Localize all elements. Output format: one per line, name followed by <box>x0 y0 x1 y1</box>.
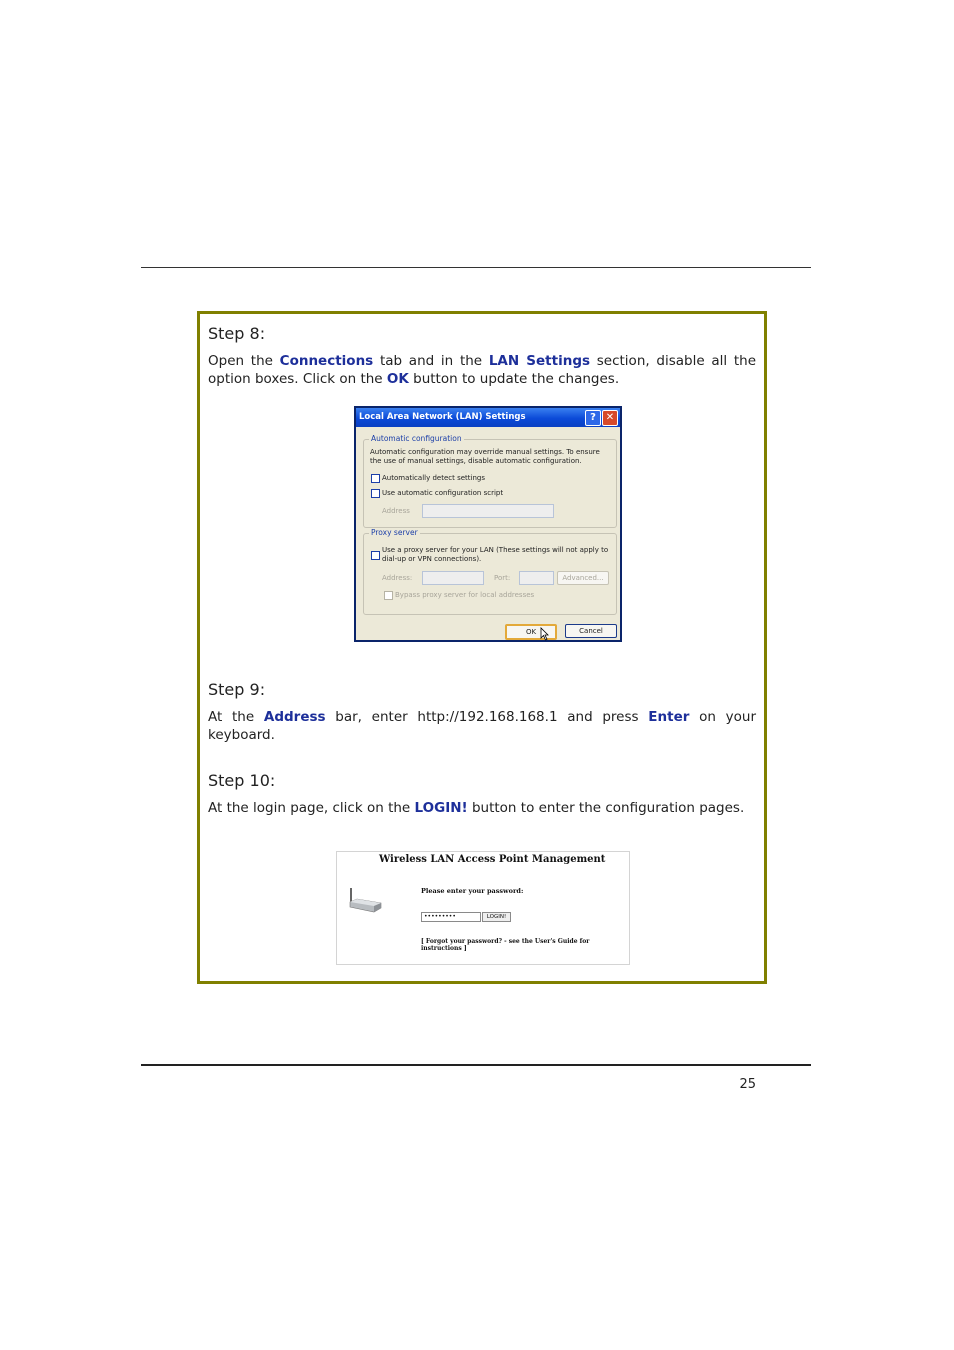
auto-config-group <box>363 434 617 528</box>
cancel-button[interactable]: Cancel <box>565 624 617 638</box>
bypass-checkbox[interactable] <box>384 591 393 600</box>
step-8-title: Step 8: <box>208 324 266 343</box>
ok-button[interactable]: OK <box>505 624 557 640</box>
keyword-login: LOGIN! <box>414 800 468 816</box>
help-icon[interactable]: ? <box>585 410 601 426</box>
login-page-screenshot <box>336 851 630 965</box>
steps-box <box>197 311 767 984</box>
use-proxy-checkbox[interactable] <box>371 551 380 560</box>
password-prompt: Please enter your password: <box>421 887 524 895</box>
proxy-port-input[interactable] <box>519 571 554 585</box>
dialog-titlebar <box>356 408 620 427</box>
proxy-address-label: Address: <box>382 574 413 582</box>
auto-config-description: Automatic configuration may override manual settings. To ensure the use of manual settings, disable automatic configuration. <box>370 448 600 465</box>
keyword-enter: Enter <box>648 709 690 725</box>
keyword-lan-settings: LAN Settings <box>488 353 591 369</box>
step-10-text: At the login page, click on the LOGIN! button to enter the configuration pages. <box>208 800 745 816</box>
step-9-title: Step 9: <box>208 680 266 699</box>
step-10-title: Step 10: <box>208 771 276 790</box>
advanced-button[interactable]: Advanced... <box>557 571 609 585</box>
dialog-title: Local Area Network (LAN) Settings <box>359 412 526 422</box>
bypass-label: Bypass proxy server for local addresses <box>395 591 535 599</box>
proxy-port-label: Port: <box>494 574 511 582</box>
script-address-input[interactable] <box>422 504 554 518</box>
mouse-pointer-icon <box>540 627 549 641</box>
keyword-address: Address <box>263 709 326 725</box>
auto-detect-label: Automatically detect settings <box>382 474 485 482</box>
step-8-text: Open the Connections tab and in the LAN Settings section, disable all the option boxes. Click on the OK button to update the changes. <box>208 353 756 387</box>
auto-detect-checkbox[interactable] <box>371 474 380 483</box>
password-input[interactable]: ••••••••• <box>421 912 481 922</box>
keyword-connections: Connections <box>279 353 374 369</box>
access-point-icon <box>347 886 383 914</box>
login-button[interactable]: LOGIN! <box>482 912 511 922</box>
proxy-address-input[interactable] <box>422 571 484 585</box>
lan-settings-dialog <box>354 406 622 642</box>
auto-config-label: Automatic configuration <box>371 434 462 443</box>
proxy-server-label: Proxy server <box>371 528 418 537</box>
auto-script-label: Use automatic configuration script <box>382 489 504 497</box>
use-proxy-label: Use a proxy server for your LAN (These settings will not apply to dial-up or VPN connections). <box>382 546 609 563</box>
login-page-title: Wireless LAN Access Point Management <box>379 854 606 865</box>
page-number: 25 <box>739 1077 756 1092</box>
header-rule <box>141 267 811 268</box>
step-9-text: At the Address bar, enter http://192.168.168.1 and press Enter on your keyboard. <box>208 709 756 743</box>
footer-rule <box>141 1064 811 1066</box>
close-icon[interactable]: ✕ <box>602 410 618 426</box>
auto-script-checkbox[interactable] <box>371 489 380 498</box>
forgot-password-text: [ Forgot your password? - see the User's Guide for instructions ] <box>421 938 590 952</box>
proxy-server-group <box>363 528 617 615</box>
script-address-label: Address <box>382 507 410 515</box>
keyword-ok: OK <box>386 371 409 387</box>
